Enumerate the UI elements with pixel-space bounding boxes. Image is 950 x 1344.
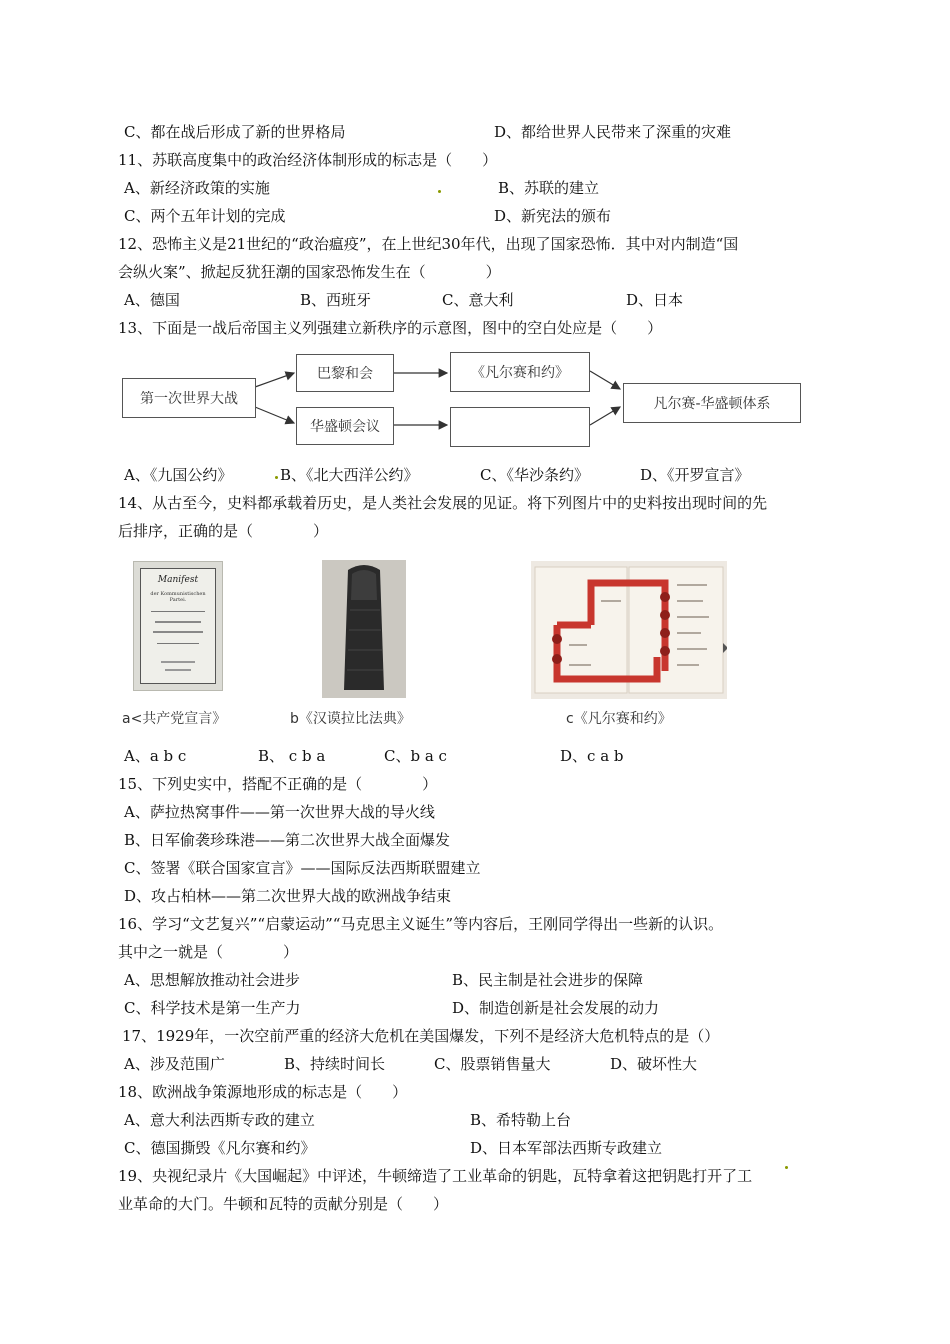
caption-c: c《凡尔赛和约》 [566,711,672,727]
q15-stem: 15、下列史实中，搭配不正确的是（ ） [118,775,438,793]
q18-stem: 18、欧洲战争策源地形成的标志是（ ） [118,1083,408,1101]
q12-stem-line1: 12、恐怖主义是21世纪的“政治瘟疫”，在上世纪30年代，出现了国家恐怖．其中对内制造“国 [118,235,739,253]
q16-option-b: B、民主制是社会进步的保障 [452,971,644,989]
q13-option-d: D、《开罗宣言》 [640,466,750,484]
q16-option-a: A、思想解放推动社会进步 [124,971,300,989]
q16-option-c: C、科学技术是第一生产力 [124,999,301,1017]
q15-option-c: C、签署《联合国家宣言》——国际反法西斯联盟建立 [124,859,481,877]
q12-stem-line2: 会纵火案”、掀起反犹狂潮的国家恐怖发生在（ ） [118,263,501,281]
q15-option-d: D、攻占柏林——第二次世界大战的欧洲战争结束 [124,887,452,905]
q12-option-c: C、意大利 [442,291,514,309]
treaty-of-versailles-image [531,561,727,699]
box-versailles-washington-system: 凡尔赛-华盛顿体系 [623,383,801,423]
q11-option-c: C、两个五年计划的完成 [124,207,286,225]
q18-option-b: B、希特勒上台 [470,1111,572,1129]
q14-option-d: D、c a b [560,747,624,765]
box-treaty-of-versailles: 《凡尔赛和约》 [450,352,590,392]
q14-option-a: A、a b c [124,747,187,765]
q12-option-a: A、德国 [124,291,180,309]
box-washington-conference: 华盛顿会议 [296,407,394,445]
caption-a: a<共产党宣言》 [122,711,227,727]
stele-shape [322,560,406,698]
box-first-world-war: 第一次世界大战 [122,378,256,418]
q17-stem: 17、1929年，一次空前严重的经济大危机在美国爆发，下列不是经济大危机特点的是（） [122,1027,720,1045]
q19-stem-line1: 19、央视纪录片《大国崛起》中评述，牛顿缔造了工业革命的钥匙，瓦特拿着这把钥匙打开了工 [118,1167,753,1185]
q12-option-d: D、日本 [626,291,684,309]
q11-option-d: D、新宪法的颁布 [494,207,612,225]
q15-option-a: A、萨拉热窝事件——第一次世界大战的导火线 [124,803,435,821]
communist-manifesto-image [133,561,223,691]
q13-option-c: C、《华沙条约》 [480,466,589,484]
q13-stem: 13、下面是一战后帝国主义列强建立新秩序的示意图，图中的空白处应是（ ） [118,319,663,337]
q15-option-b: B、日军偷袭珍珠港——第二次世界大战全面爆发 [124,831,451,849]
q11-stem: 11、苏联高度集中的政治经济体制形成的标志是（ ） [118,151,498,169]
q16-option-d: D、制造创新是社会发展的动力 [452,999,660,1017]
q14-stem-line1: 14、从古至今，史料都承载着历史，是人类社会发展的见证。将下列图片中的史料按出现时间的先 [118,494,768,512]
q18-option-a: A、意大利法西斯专政的建立 [124,1111,315,1129]
q18-option-d: D、日本军部法西斯专政建立 [470,1139,663,1157]
q16-stem-line1: 16、学习“文艺复兴”“启蒙运动”“马克思主义诞生”等内容后，王刚同学得出一些新的认识。 [118,915,724,933]
q11-option-a: A、新经济政策的实施 [124,179,270,197]
code-of-hammurabi-image [322,560,406,698]
q16-stem-line2: 其中之一就是（ ） [118,943,299,961]
manifesto-title: Manifest [157,575,199,585]
new-order-diagram [118,345,818,455]
q17-option-b: B、持续时间长 [284,1055,386,1073]
treaty-pages [531,561,727,699]
q17-option-d: D、破坏性大 [610,1055,698,1073]
q14-option-c: C、b a c [384,747,447,765]
stray-dot [275,476,278,479]
caption-b: b《汉谟拉比法典》 [290,711,411,727]
box-paris-peace-conference: 巴黎和会 [296,354,394,392]
q18-option-c: C、德国撕毁《凡尔赛和约》 [124,1139,316,1157]
q13-option-b: B、《北大西洋公约》 [280,466,419,484]
q14-option-b: B、 c b a [258,747,326,765]
stray-dot [785,1166,788,1169]
q10-option-c: C、都在战后形成了新的世界格局 [124,123,346,141]
stray-dot [438,190,441,193]
blank-answer-box [450,407,590,447]
q19-stem-line2: 业革命的大门。牛顿和瓦特的贡献分别是（ ） [118,1195,449,1213]
q13-option-a: A、《九国公约》 [124,466,233,484]
q11-option-b: B、苏联的建立 [498,179,600,197]
q17-option-c: C、股票销售量大 [434,1055,551,1073]
q14-stem-line2: 后排序，正确的是（ ） [118,522,329,540]
q17-option-a: A、涉及范围广 [124,1055,225,1073]
q12-option-b: B、西班牙 [300,291,372,309]
manifesto-subtitle: der Kommunistischen Partei. [150,591,206,603]
q10-option-d: D、都给世界人民带来了深重的灾难 [494,123,732,141]
